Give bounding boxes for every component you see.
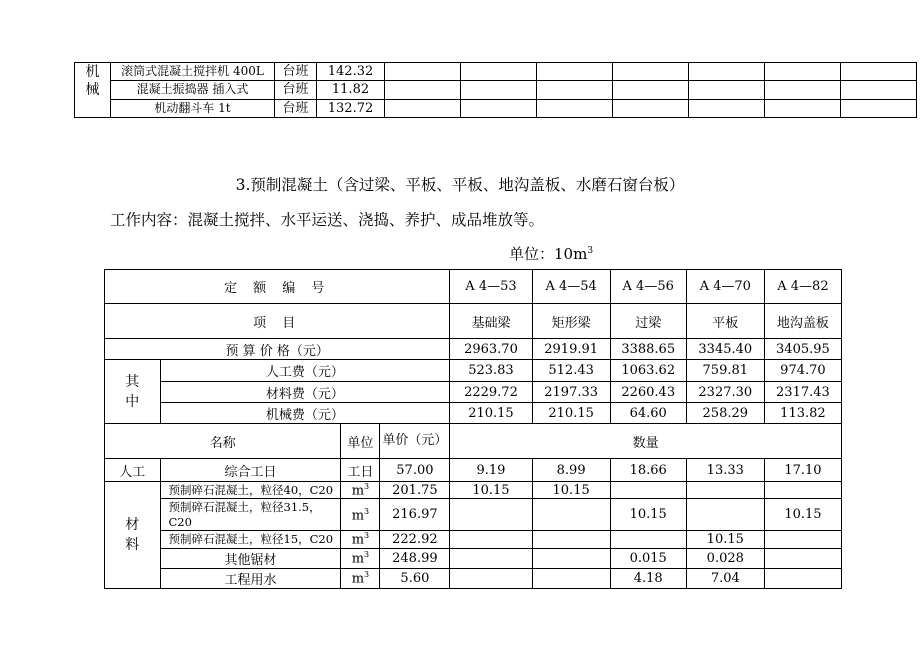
table-row: 机械费（元） 210.15 210.15 64.60 258.29 113.82: [105, 403, 842, 424]
col-name-header: 名称: [105, 424, 341, 459]
table-row: [75, 81, 917, 99]
material-unit: $m^3$: [341, 568, 380, 588]
labor-fee-label: 人工费（元）: [160, 360, 450, 382]
quota-code: A 4—70: [686, 270, 764, 304]
code-label: 定 额 编 号: [105, 270, 450, 304]
machine-unit: 台班: [275, 99, 317, 117]
col-qty-header: 数量: [450, 424, 842, 459]
table-row: 其 中 人工费（元） 523.83 512.43 1063.62 759.81 974.70: [105, 360, 842, 382]
price-label: 预 算 价 格（元）: [105, 339, 450, 360]
item-name: 平板: [686, 304, 764, 339]
table-row: [105, 270, 842, 304]
table-row: 预 算 价 格（元） 2963.70 2919.91 3388.65 3345.40 3405.95: [105, 339, 842, 360]
machine-fee-label: 机械费（元）: [160, 403, 450, 424]
quota-table: [104, 269, 842, 589]
material-category: 材 料: [105, 482, 161, 589]
table-row: 人工 综合工日 工日 57.00 9.19 8.99 18.66 13.33 17.10: [105, 459, 842, 482]
material-unit: $m^3$: [341, 548, 380, 568]
table-row: [75, 63, 917, 81]
material-name: 工程用水: [160, 568, 341, 588]
material-unit: $m^3$: [341, 482, 380, 499]
material-fee-label: 材料费（元）: [160, 382, 450, 403]
table-row: 预制碎石混凝土，粒径31.5，C20 $m^3$ 216.97 10.15 10.15: [105, 499, 842, 531]
item-label: 项 目: [105, 304, 450, 339]
labor-name: 综合工日: [160, 459, 341, 482]
labor-category: 人工: [105, 459, 161, 482]
material-name: 预制碎石混凝土，粒径31.5，C20: [160, 499, 341, 531]
of-which-category: 其 中: [105, 360, 161, 424]
machine-name: 机动翻斗车 1t: [111, 99, 275, 117]
machine-unit: 台班: [275, 81, 317, 99]
machine-unit: 台班: [275, 63, 317, 81]
table-row: [105, 424, 842, 459]
section-title: 3.预制混凝土（含过梁、平板、平板、地沟盖板、水磨石窗台板）: [235, 176, 685, 194]
unit-label: 单位：$10m^3$: [509, 245, 594, 263]
machine-table: [74, 62, 917, 118]
machine-category: 机 械: [75, 63, 111, 118]
material-unit: $m^3$: [341, 499, 380, 531]
machine-price: 142.32: [317, 63, 385, 81]
table-row: 材料费（元） 2229.72 2197.33 2260.43 2327.30 2317.43: [105, 382, 842, 403]
labor-unit: 工日: [341, 459, 380, 482]
item-name: 矩形梁: [532, 304, 610, 339]
machine-name: 滚筒式混凝土搅拌机 400L: [111, 63, 275, 81]
material-name: 其他锯材: [160, 548, 341, 568]
item-name: 基础梁: [450, 304, 532, 339]
table-row: [75, 99, 917, 117]
col-price-header: 单价（元）: [380, 424, 450, 459]
quota-code: A 4—56: [610, 270, 686, 304]
table-row: 材 料 预制碎石混凝土，粒径40，C20 $m^3$ 201.75 10.15 10.15: [105, 482, 842, 499]
table-row: [105, 304, 842, 339]
table-row: 工程用水 $m^3$ 5.60 4.18 7.04: [105, 568, 842, 588]
quota-code: A 4—82: [764, 270, 841, 304]
machine-price: 11.82: [317, 81, 385, 99]
col-unit-header: 单位: [341, 424, 380, 459]
machine-price: 132.72: [317, 99, 385, 117]
table-row: 预制碎石混凝土，粒径15，C20 $m^3$ 222.92 10.15: [105, 531, 842, 548]
machine-name: 混凝土振捣器 插入式: [111, 81, 275, 99]
quota-code: A 4—53: [450, 270, 532, 304]
material-name: 预制碎石混凝土，粒径40，C20: [160, 482, 341, 499]
table-row: 其他锯材 $m^3$ 248.99 0.015 0.028: [105, 548, 842, 568]
item-name: 地沟盖板: [764, 304, 841, 339]
item-name: 过梁: [610, 304, 686, 339]
material-unit: $m^3$: [341, 531, 380, 548]
work-content: 工作内容：混凝土搅拌、水平运送、浇捣、养护、成品堆放等。: [110, 211, 545, 229]
quota-code: A 4—54: [532, 270, 610, 304]
material-name: 预制碎石混凝土，粒径15，C20: [160, 531, 341, 548]
